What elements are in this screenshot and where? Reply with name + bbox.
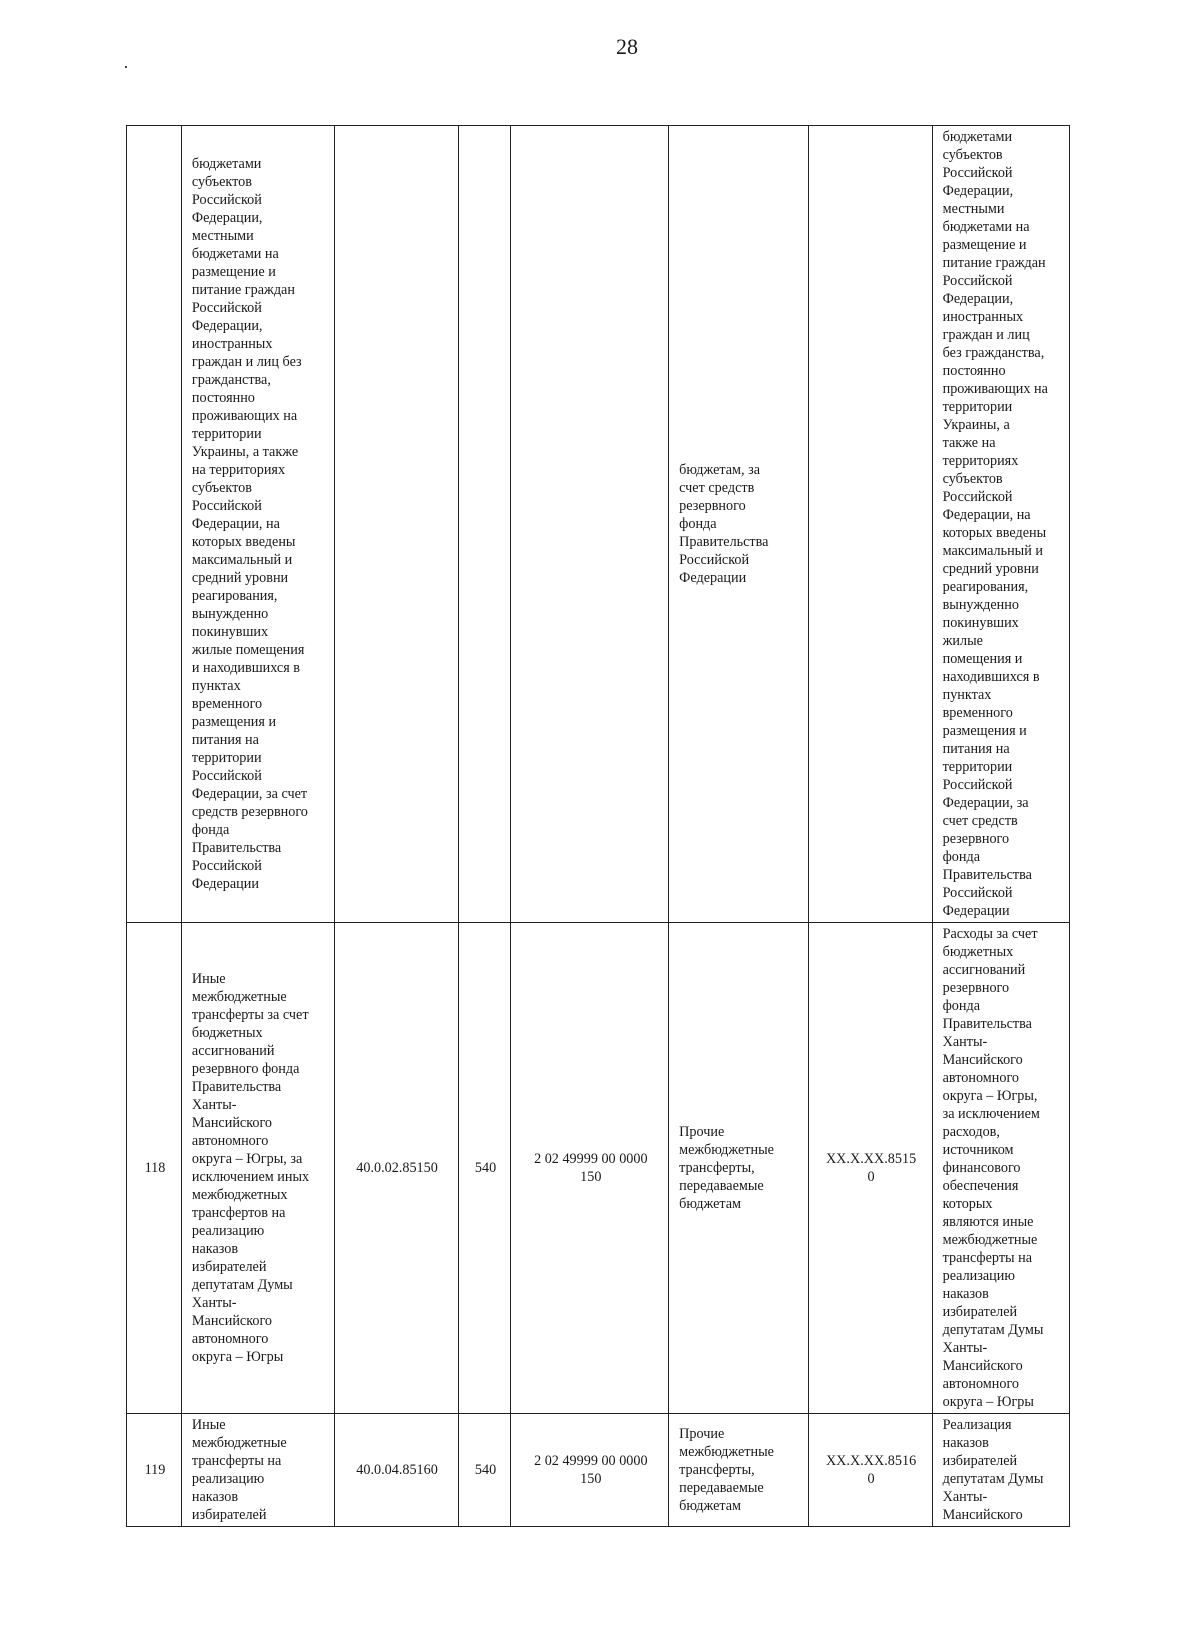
table-row	[127, 1414, 1070, 1527]
expense-name: Иные межбюджетные трансферты за счет бюджетных ассигнований резервного фонда Правительства Ханты- Мансийского автономного округа – Югры, за исключением иных межбюджетных трансфертов на реализацию наказов избирателей депутатам Думы Ханты- Мансийского автономного округа – Югры	[191, 971, 310, 1365]
expense-type-cell: 540	[458, 923, 511, 1414]
revenue-name: бюджетам, за счет средств резервного фонда Правительства Российской Федерации	[679, 462, 769, 586]
expense-name: бюджетами субъектов Российской Федерации, местными бюджетами на размещение и питание граждан Российской Федерации, иностранных граждан и лиц без гражданства, постоянно проживающих на территории Украины, а также на территориях субъектов Российской Федерации, на которых введены максимальный и средний уровни реагирования, вынужденно покинувших жилые помещения и находившихся в пунктах временного размещения и питания на территории Российской Федерации, за счет средств резервного фонда Правительства Российской Федерации	[191, 156, 308, 892]
expense-name-cell	[181, 923, 334, 1414]
revenue-code-cell: 2 02 49999 00 0000 150	[511, 1414, 669, 1527]
target-code-cell	[334, 126, 458, 923]
budget-classification-table	[126, 125, 1070, 1527]
row-number	[127, 126, 182, 923]
revenue-name: Прочие межбюджетные трансферты, передаваемые бюджетам	[679, 1124, 774, 1212]
revenue-code-cell: 2 02 49999 00 0000 150	[511, 923, 669, 1414]
revenue-name: Прочие межбюджетные трансферты, передаваемые бюджетам	[679, 1426, 774, 1514]
target-code-cell: 40.0.02.85150	[334, 923, 458, 1414]
description: бюджетами субъектов Российской Федерации, местными бюджетами на размещение и питание граждан Российской Федерации, иностранных граждан и лиц без гражданства, постоянно проживающих на территории Украины, а также на территориях субъектов Российской Федерации, на которых введены максимальный и средний уровни реагирования, вынужденно покинувших жилые помещения и находившихся в пунктах временного размещения и питания на территории Российской Федерации, за счет средств резервного фонда Правительства Российской Федерации	[942, 129, 1048, 919]
description-cell	[932, 1414, 1069, 1527]
revenue-name-cell	[669, 126, 808, 923]
recipient-code-cell: XX.X.XX.8515 0	[808, 923, 932, 1414]
description: Реализация наказов избирателей депутатам Думы Ханты- Мансийского	[942, 1417, 1044, 1523]
description: Расходы за счет бюджетных ассигнований резервного фонда Правительства Ханты- Мансийского автономного округа – Югры, за исключением расходов, источником финансового обеспечения которых являются иные межбюджетные трансферты на реализацию наказов избирателей депутатам Думы Ханты- Мансийского автономного округа – Югры	[942, 926, 1044, 1410]
expense-name-cell	[181, 1414, 334, 1527]
table-row	[127, 126, 1070, 923]
scan-speck	[125, 66, 127, 68]
target-code-cell: 40.0.04.85160	[334, 1414, 458, 1527]
expense-type-cell: 540	[458, 1414, 511, 1527]
revenue-name-cell	[669, 923, 808, 1414]
table-row	[127, 923, 1070, 1414]
expense-type-cell	[458, 126, 511, 923]
description-cell	[932, 126, 1069, 923]
recipient-code-cell: XX.X.XX.8516 0	[808, 1414, 932, 1527]
recipient-code-cell	[808, 126, 932, 923]
description-cell	[932, 923, 1069, 1414]
expense-name-cell	[181, 126, 334, 923]
page-number: 28	[616, 34, 638, 59]
revenue-code-cell	[511, 126, 669, 923]
row-number: 119	[127, 1414, 182, 1527]
revenue-name-cell	[669, 1414, 808, 1527]
expense-name: Иные межбюджетные трансферты на реализацию наказов избирателей	[191, 1417, 287, 1523]
row-number: 118	[127, 923, 182, 1414]
